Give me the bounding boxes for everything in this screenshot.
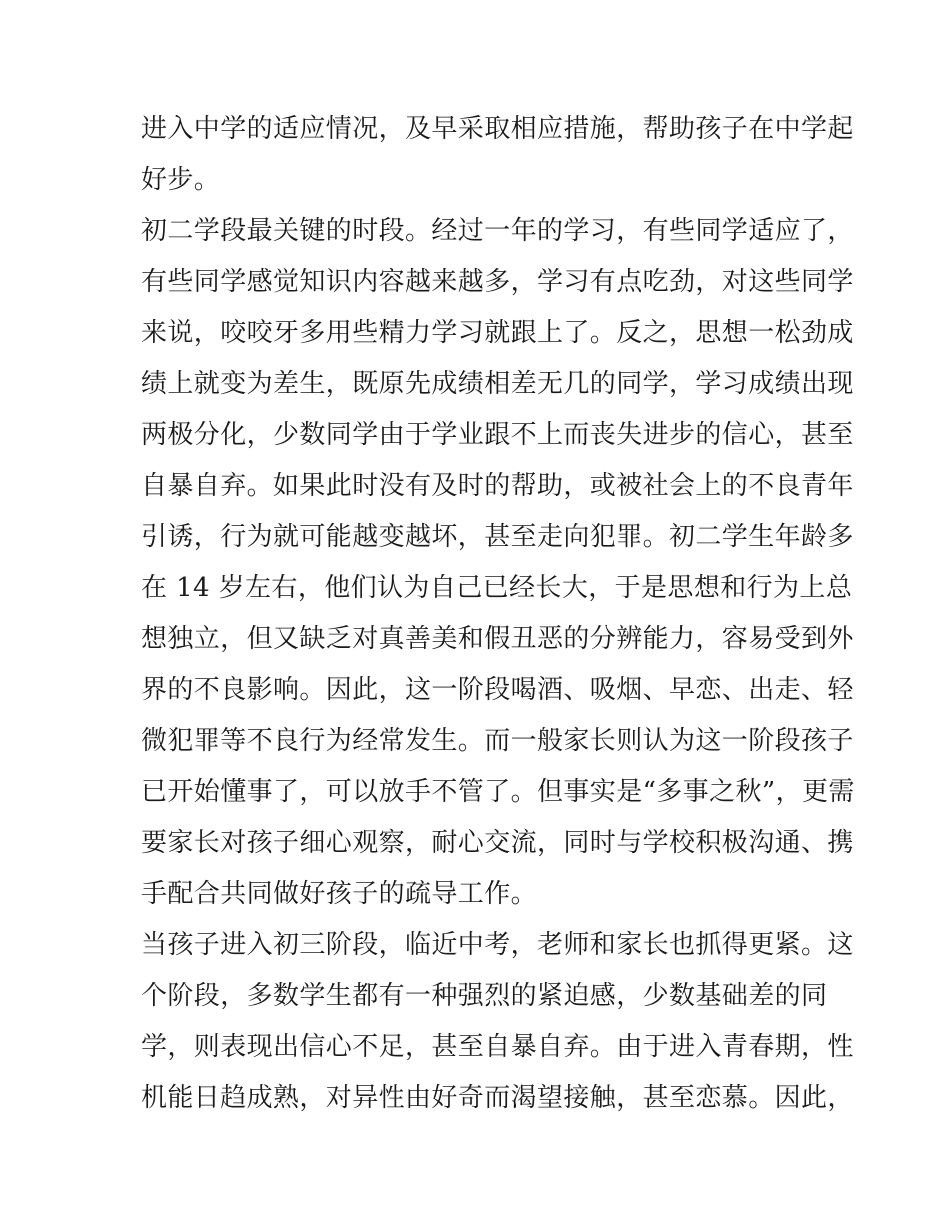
text-line: 学，则表现出信心不足，甚至自暴自弃。由于进入青春期，性: [141, 1032, 854, 1062]
text-line: 进入中学的适应情况，及早采取相应措施，帮助孩子在中学起: [141, 114, 854, 144]
text-line: 已开始懂事了，可以放手不管了。但事实是“多事之秋”，更需: [141, 777, 855, 807]
text-line: 微犯罪等不良行为经常发生。而一般家长则认为这一阶段孩子: [141, 726, 854, 756]
text-line: 机能日趋成熟，对异性由好奇而渴望接触，甚至恋慕。因此，: [141, 1083, 854, 1113]
text-line: 手配合共同做好孩子的疏导工作。: [141, 879, 538, 909]
text-line: 要家长对孩子细心观察，耐心交流，同时与学校积极沟通、携: [141, 828, 854, 858]
text-line: 好步。: [141, 165, 221, 195]
text-line: 界的不良影响。因此，这一阶段喝酒、吸烟、早恋、出走、轻: [141, 675, 854, 705]
text-line: 自暴自弃。如果此时没有及时的帮助，或被社会上的不良青年: [141, 471, 854, 501]
text-line: 想独立，但又缺乏对真善美和假丑恶的分辨能力，容易受到外: [141, 624, 854, 654]
text-line: 绩上就变为差生，既原先成绩相差无几的同学，学习成绩出现: [141, 369, 854, 399]
text-line: 来说，咬咬牙多用些精力学习就跟上了。反之，思想一松劲成: [141, 318, 854, 348]
text-line: 个阶段，多数学生都有一种强烈的紧迫感，少数基础差的同: [141, 981, 828, 1011]
text-line: 在 14 岁左右，他们认为自己已经长大，于是思想和行为上总: [141, 573, 853, 603]
text-line: 当孩子进入初三阶段，临近中考，老师和家长也抓得更紧。这: [141, 930, 854, 960]
text-line: 引诱，行为就可能越变越坏，甚至走向犯罪。初二学生年龄多: [141, 522, 854, 552]
text-line: 两极分化，少数同学由于学业跟不上而丧失进步的信心，甚至: [141, 420, 854, 450]
text-line: 有些同学感觉知识内容越来越多，学习有点吃劲，对这些同学: [141, 267, 854, 297]
text-line: 初二学段最关键的时段。经过一年的学习，有些同学适应了，: [141, 216, 854, 246]
